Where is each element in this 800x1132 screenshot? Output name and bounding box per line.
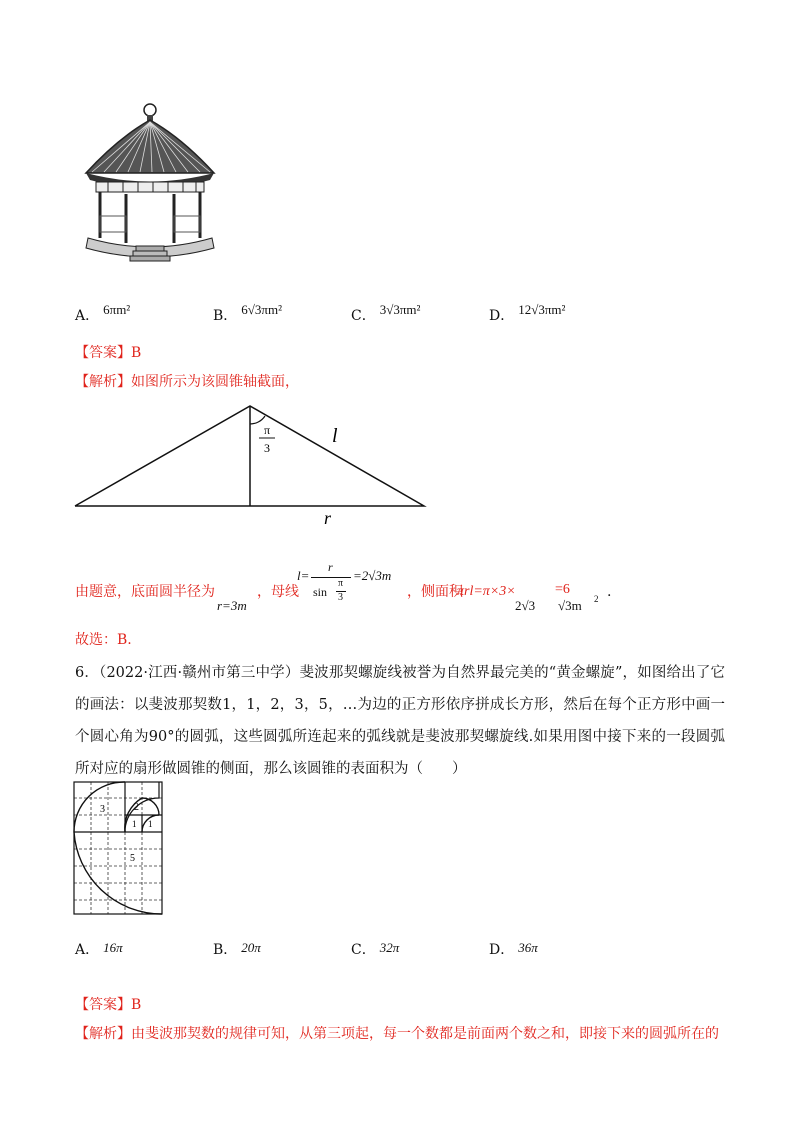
square-label-5: 5	[130, 853, 135, 864]
square-label-3: 3	[100, 804, 105, 815]
angle-numerator-label: π	[263, 423, 271, 437]
q5-choices	[75, 300, 725, 326]
angle-denominator-label: 3	[264, 441, 270, 455]
q5-choice-a[interactable]: A． 6πm²	[75, 302, 131, 324]
square-label-1a: 1	[132, 819, 137, 829]
q5-choice-b[interactable]: B． 6√3πm²	[213, 302, 283, 324]
slant-label: l	[332, 425, 338, 447]
q6-choice-d[interactable]: D． 36π	[489, 940, 538, 958]
q6-choice-c[interactable]: C． 32π	[351, 940, 400, 958]
q5-conclusion: 故选：B.	[75, 632, 132, 648]
q6-question-text: 6．（2022·江西·赣州市第三中学）斐波那契螺旋线被誉为自然界最完美的“黄金螺旋”，如图给出了它的画法：以斐波那契数1，1，2，3，5，…为边的正方形依序拼成长方形，然后在每个正方形中画一个圆心角为90°的圆弧，这些圆弧所连起来的弧线就是斐波那契螺旋线.如果用图中接下来的一段圆弧所对应的扇形做圆锥的侧面，那么该圆锥的表面积为（ ）	[75, 665, 725, 777]
q5-calculation: 由题意，底面圆半径为 r=3m ，母线 l= r sin π 3 =2√3m ，侧面积 πrl=π×3× 2√3 =6 √3m 2 .	[75, 560, 612, 613]
q5-choice-c[interactable]: C． 3√3πm²	[351, 302, 421, 324]
square-label-1b: 1	[148, 819, 153, 829]
q6-choice-b[interactable]: B． 20π	[213, 940, 261, 958]
q6-choice-a[interactable]: A． 16π	[75, 940, 123, 958]
q5-choice-d[interactable]: D． 12√3πm²	[489, 302, 566, 324]
fibonacci-spiral-figure	[72, 780, 164, 916]
cone-cross-section-figure	[70, 400, 430, 530]
q5-answer: 【答案】B	[75, 345, 142, 361]
q6-answer: 【答案】B	[75, 997, 142, 1013]
pavilion-image	[78, 98, 218, 268]
q6-choices	[75, 935, 725, 961]
q6-analysis: 【解析】由斐波那契数的规律可知，从第三项起，每一个数都是前面两个数之和，即接下来的圆弧所在的	[75, 1026, 719, 1042]
radius-label: r	[324, 508, 332, 528]
square-label-2: 2	[134, 802, 139, 813]
q5-analysis: 【解析】如图所示为该圆锥轴截面，	[75, 374, 299, 390]
